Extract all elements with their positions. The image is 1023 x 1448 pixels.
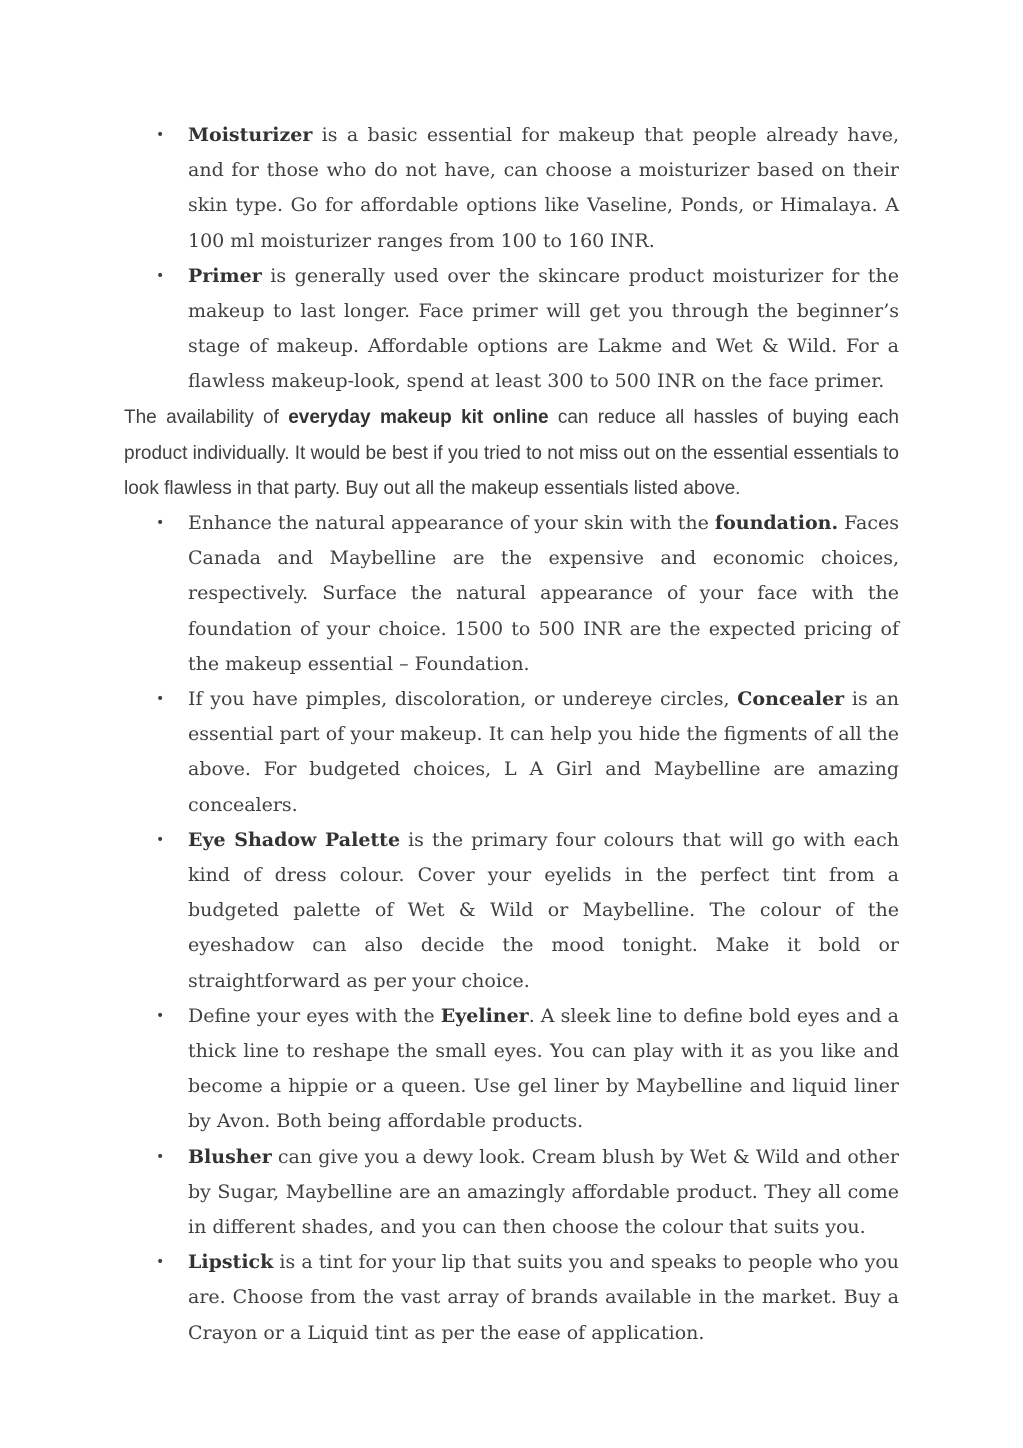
list-item-moisturizer <box>124 118 899 259</box>
item-text-before: Define your eyes with the <box>188 1004 441 1027</box>
item-text: Faces Canada and Maybelline are the expensive and economic choices, respectively. Surface the natural appearance of your face with the foundation of your choice. 1500 to 500 INR are the expected pricing of the makeup essential – Foundation. <box>188 512 899 675</box>
bullet-icon: • <box>156 1007 165 1024</box>
item-text: is a tint for your lip that suits you and speaks to people who you are. Choose from the vast array of brands available in the market. Buy a Crayon or a Liquid tint as per the ease of application. <box>188 1251 899 1344</box>
bullet-icon: • <box>156 1254 165 1271</box>
item-bold-term: foundation. <box>714 512 839 534</box>
item-bold-term: Primer <box>188 264 262 287</box>
bullet-icon: • <box>156 831 165 848</box>
bullet-icon: • <box>156 691 165 708</box>
list-item-foundation <box>124 506 899 682</box>
list-item-eyeliner <box>124 999 899 1140</box>
list-item-primer <box>124 259 899 400</box>
item-bold-term: Eyeliner <box>440 1004 529 1027</box>
paragraph-text-before: The availability of <box>124 407 289 428</box>
item-bold-term: Lipstick <box>188 1251 274 1274</box>
item-text: is generally used over the skincare product moisturizer for the makeup to last longer. Face primer will get you through the beginner’s stage of makeup. Affordable options are Lakme and Wet & Wild. For a flawless makeup-look, spend at least 300 to 500 INR on the face primer. <box>188 264 899 393</box>
list-item-eye-shadow-palette <box>124 823 899 999</box>
bullet-icon: • <box>156 267 165 284</box>
item-text: . A sleek line to define bold eyes and a thick line to reshape the small eyes. You can play with it as you like and become a hippie or a queen. Use gel liner by Maybelline and liquid liner by Avon. Both being affordable products. <box>188 1004 899 1133</box>
list-item-lipstick <box>124 1245 899 1351</box>
body-paragraph <box>124 400 899 507</box>
item-text-before: If you have pimples, discoloration, or undereye circles, <box>188 688 738 711</box>
list-item-blusher <box>124 1140 899 1246</box>
bullet-list-bottom <box>124 506 899 1351</box>
bullet-icon: • <box>156 515 165 531</box>
list-item-concealer <box>124 682 899 823</box>
item-text: is the primary four colours that will go with each kind of dress colour. Cover your eyelids in the perfect tint from a budgeted palette of Wet & Wild or Maybelline. The colour of the eyeshadow can also decide the mood tonight. Make it bold or straightforward as per your choice. <box>188 828 899 992</box>
bullet-icon: • <box>156 1148 165 1165</box>
item-bold-term: Concealer <box>737 688 845 711</box>
bullet-icon: • <box>156 127 165 143</box>
item-text-before: Enhance the natural appearance of your skin with the <box>188 512 715 534</box>
item-bold-term: Moisturizer <box>188 124 313 146</box>
bullet-list-top <box>124 118 899 400</box>
item-bold-term: Eye Shadow Palette <box>188 828 401 851</box>
paragraph-link-text: everyday makeup kit online <box>288 407 549 428</box>
item-bold-term: Blusher <box>188 1145 272 1168</box>
item-text: is a basic essential for makeup that people already have, and for those who do not have, can choose a moisturizer based on their skin type. Go for affordable options like Vaseline, Ponds, or Himalaya. A 100 ml moisturizer ranges from 100 to 160 INR. <box>188 124 899 252</box>
item-text: can give you a dewy look. Cream blush by Wet & Wild and other by Sugar, Maybelline are an amazingly affordable product. They all come in different shades, and you can then choose the colour that suits you. <box>188 1145 899 1239</box>
paragraph-text-after: can reduce all hassles of buying each product individually. It would be best if you tried to not miss out on the essential essentials to look flawless in that party. Buy out all the makeup essentials listed above. <box>124 407 899 499</box>
item-text: is an essential part of your makeup. It can help you hide the figments of all the above. For budgeted choices, L A Girl and Maybelline are amazing concealers. <box>188 688 899 816</box>
